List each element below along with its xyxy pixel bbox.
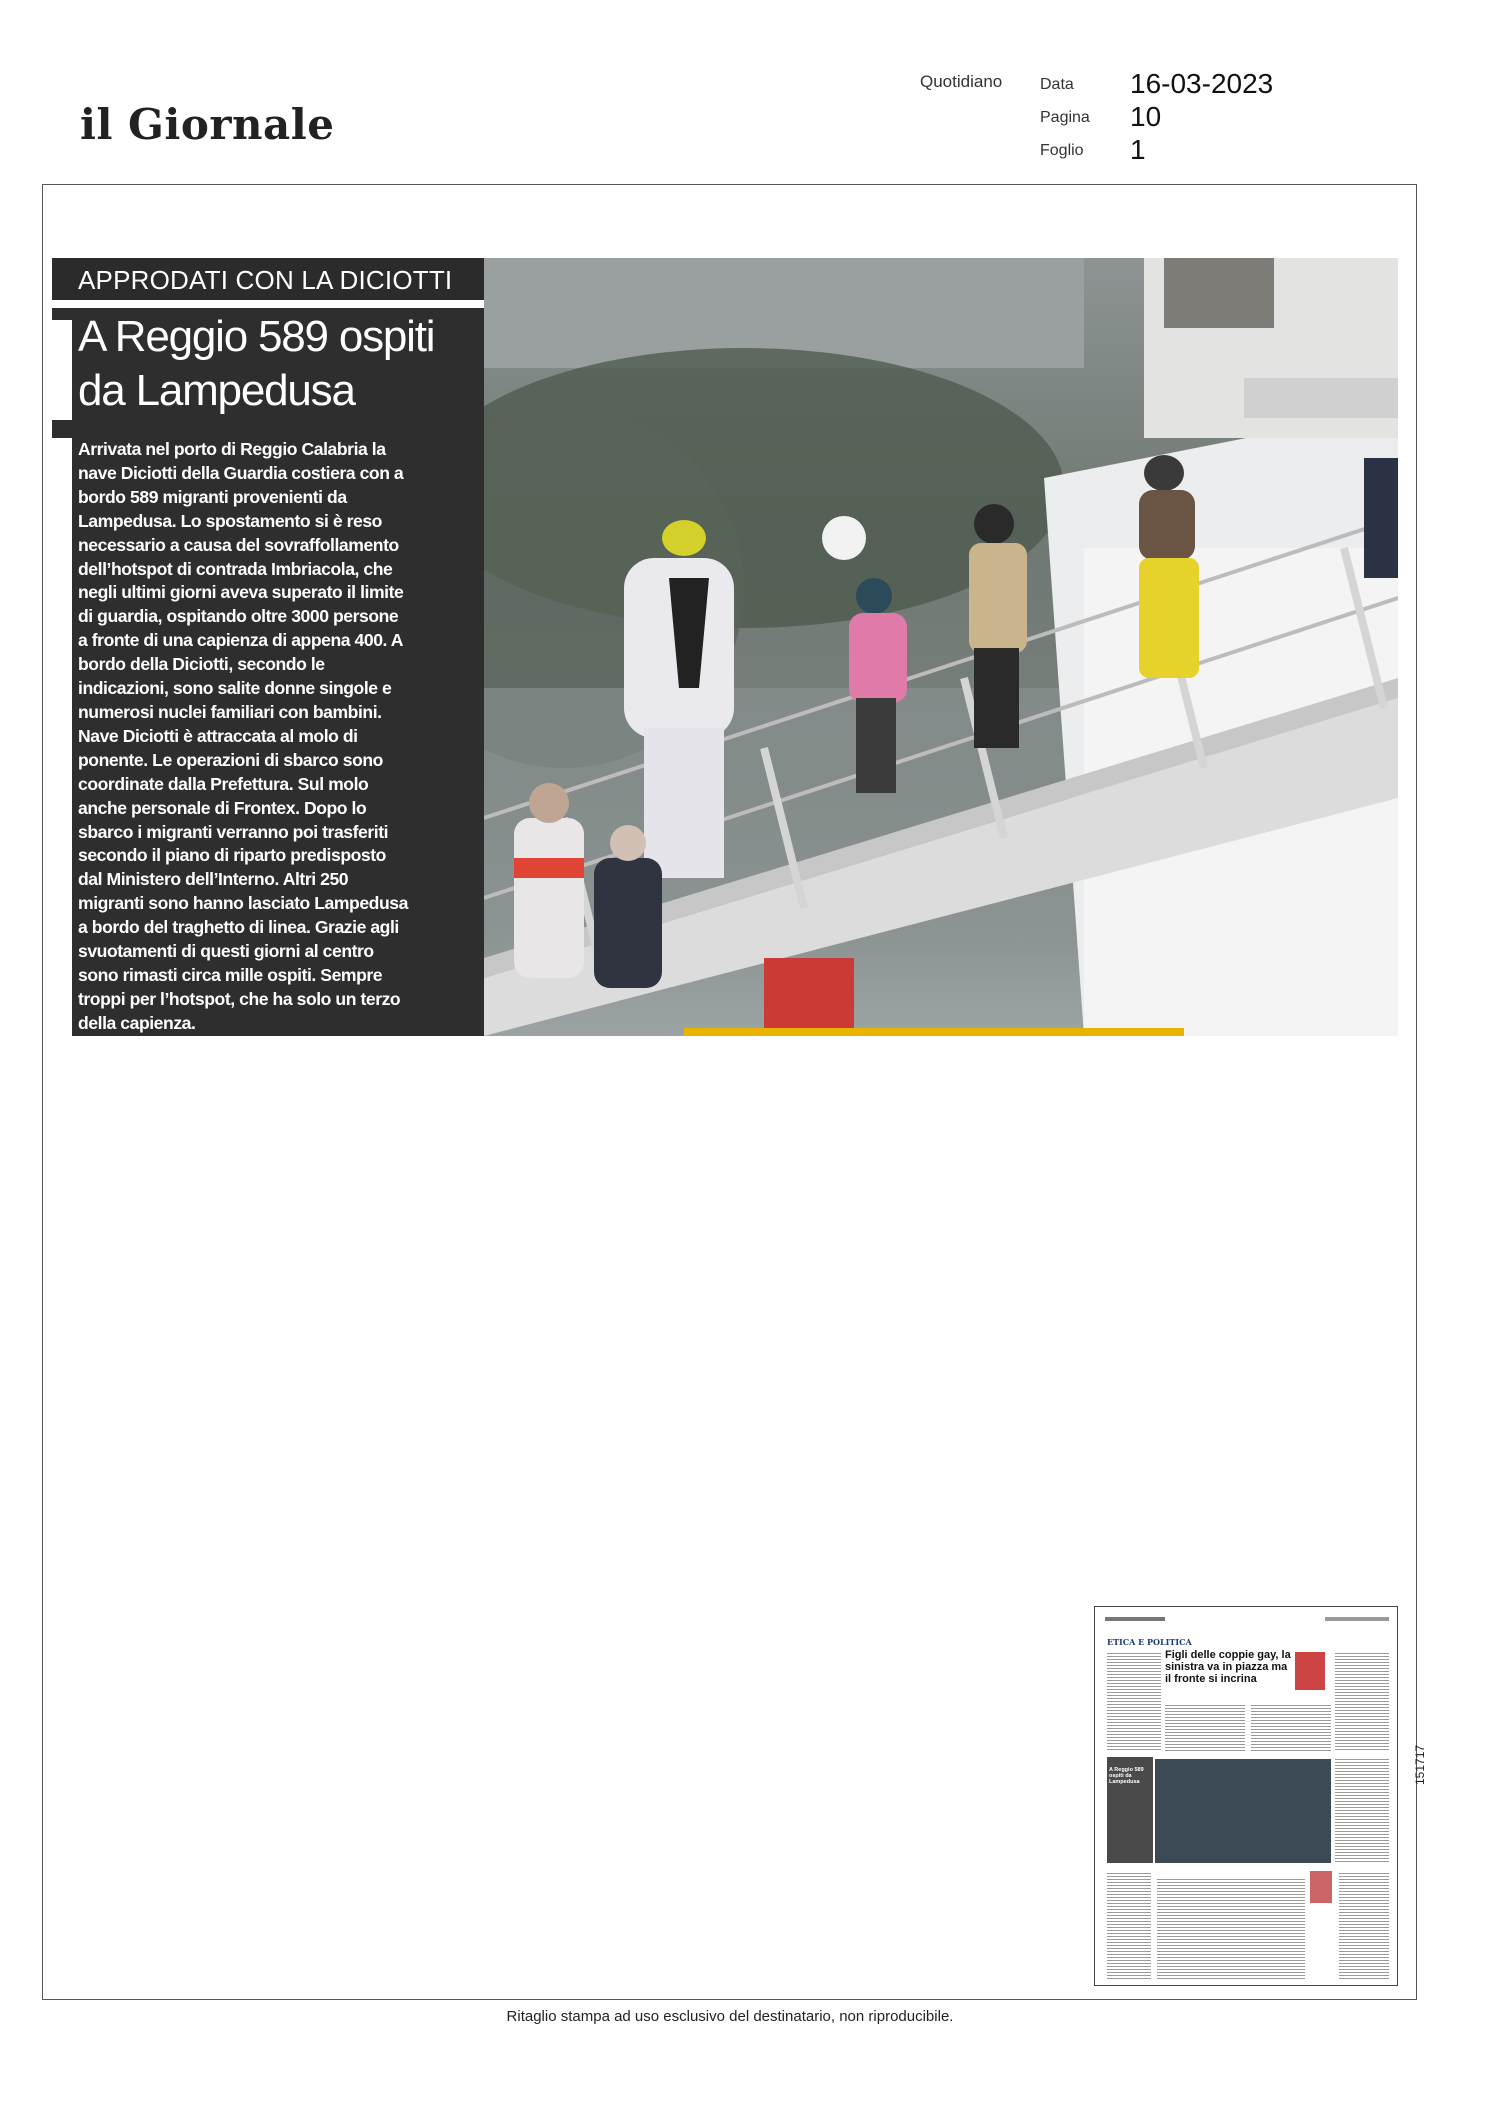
thumbnail-text-column — [1339, 1871, 1389, 1979]
date-label: Data — [1040, 76, 1074, 93]
article-body-line: bordo della Diciotti, secondo le — [78, 654, 325, 675]
thumbnail-section-label: ETICA E POLITICA — [1107, 1637, 1192, 1647]
thumbnail-headline: Figli delle coppie gay, la sinistra va in piazza ma il fronte si incrina — [1165, 1649, 1291, 1685]
article-body-line: troppi per l’hotspot, che ha solo un terzo — [78, 988, 401, 1009]
article-body-line: dell’hotspot di contrada Imbriacola, che — [78, 558, 393, 579]
article-body-line: nave Diciotti della Guardia costiera con a — [78, 462, 404, 483]
thumbnail-header-rule — [1105, 1615, 1389, 1623]
article-body-line: necessario a causa del sovraffollamento — [78, 534, 399, 555]
article-body-line: di guardia, ospitando oltre 3000 persone — [78, 606, 399, 627]
thumbnail-text-column — [1157, 1877, 1305, 1979]
article-body-line: dal Ministero dell’Interno. Altri 250 — [78, 869, 349, 890]
article-body-line: a bordo del traghetto di linea. Grazie agli — [78, 917, 399, 938]
article-body-line: della capienza. — [78, 1012, 196, 1033]
article-body-line: negli ultimi giorni aveva superato il limite — [78, 582, 404, 603]
article-body-line: anche personale di Frontex. Dopo lo — [78, 797, 367, 818]
article-body-line: Nave Diciotti è attraccata al molo di — [78, 725, 358, 746]
thumbnail-portrait-photo-2 — [1310, 1871, 1332, 1903]
article-body-line: Lampedusa. Lo spostamento si è reso — [78, 510, 382, 531]
date-value: 16-03-2023 — [1130, 68, 1274, 99]
thumbnail-text-column — [1107, 1871, 1151, 1979]
headline-line: da Lampedusa — [78, 366, 355, 415]
page-thumbnail — [1094, 1606, 1398, 1986]
article-body-line: indicazioni, sono salite donne singole e — [78, 678, 392, 699]
article-body-line: numerosi nuclei familiari con bambini. — [78, 701, 382, 722]
article-body-line: secondo il piano di riparto predisposto — [78, 845, 386, 866]
page-label: Pagina — [1040, 109, 1090, 126]
headline-line: A Reggio 589 ospiti — [78, 312, 435, 361]
article-body-line: svuotamenti di questi giorni al centro — [78, 941, 374, 962]
thumbnail-text-column — [1335, 1757, 1389, 1863]
article-body-line: Arrivata nel porto di Reggio Calabria la — [78, 439, 386, 459]
thumbnail-text-column — [1107, 1651, 1161, 1751]
photo-illustration — [484, 258, 1398, 1036]
footer-disclaimer: Ritaglio stampa ad uso esclusivo del destinatario, non riproducibile. — [506, 2008, 954, 2025]
article-body-line: a fronte di una capienza di appena 400. A — [78, 630, 404, 651]
article-body — [78, 438, 478, 1036]
article-body-line: migranti sono hanno lasciato Lampedusa — [78, 893, 408, 914]
article-body-line: coordinate dalla Prefettura. Sul molo — [78, 773, 369, 794]
page-header — [0, 0, 1500, 185]
thumbnail-text-column — [1251, 1703, 1331, 1753]
article-body-line: ponente. Le operazioni di sbarco sono — [78, 749, 383, 770]
thumbnail-photo — [1155, 1759, 1331, 1863]
thumbnail-text-column — [1165, 1703, 1245, 1753]
article-body-line: sono rimasti circa mille ospiti. Sempre — [78, 964, 383, 985]
sheet-label: Foglio — [1040, 142, 1084, 159]
thumbnail-portrait-photo — [1295, 1652, 1325, 1690]
sheet-value: 1 — [1130, 134, 1146, 165]
clipping-code: 151717 — [1413, 1744, 1427, 1785]
panel-tab-middle — [52, 420, 72, 438]
article-body-line: bordo 589 migranti provenienti da — [78, 486, 347, 507]
masthead-logo: il Giornale — [80, 100, 335, 149]
article-headline — [78, 310, 478, 418]
article-body-line: sbarco i migranti verranno poi trasferiti — [78, 821, 389, 842]
kicker-divider — [52, 300, 484, 304]
page-value: 10 — [1130, 101, 1162, 132]
thumbnail-text-column — [1335, 1651, 1389, 1751]
article-kicker: APPRODATI CON LA DICIOTTI — [78, 265, 453, 295]
article-photo — [484, 258, 1398, 1036]
panel-tab-top — [52, 308, 72, 320]
publication-type-label: Quotidiano — [920, 72, 1003, 91]
thumbnail-inset-title: A Reggio 589 ospiti da Lampedusa — [1109, 1767, 1144, 1785]
